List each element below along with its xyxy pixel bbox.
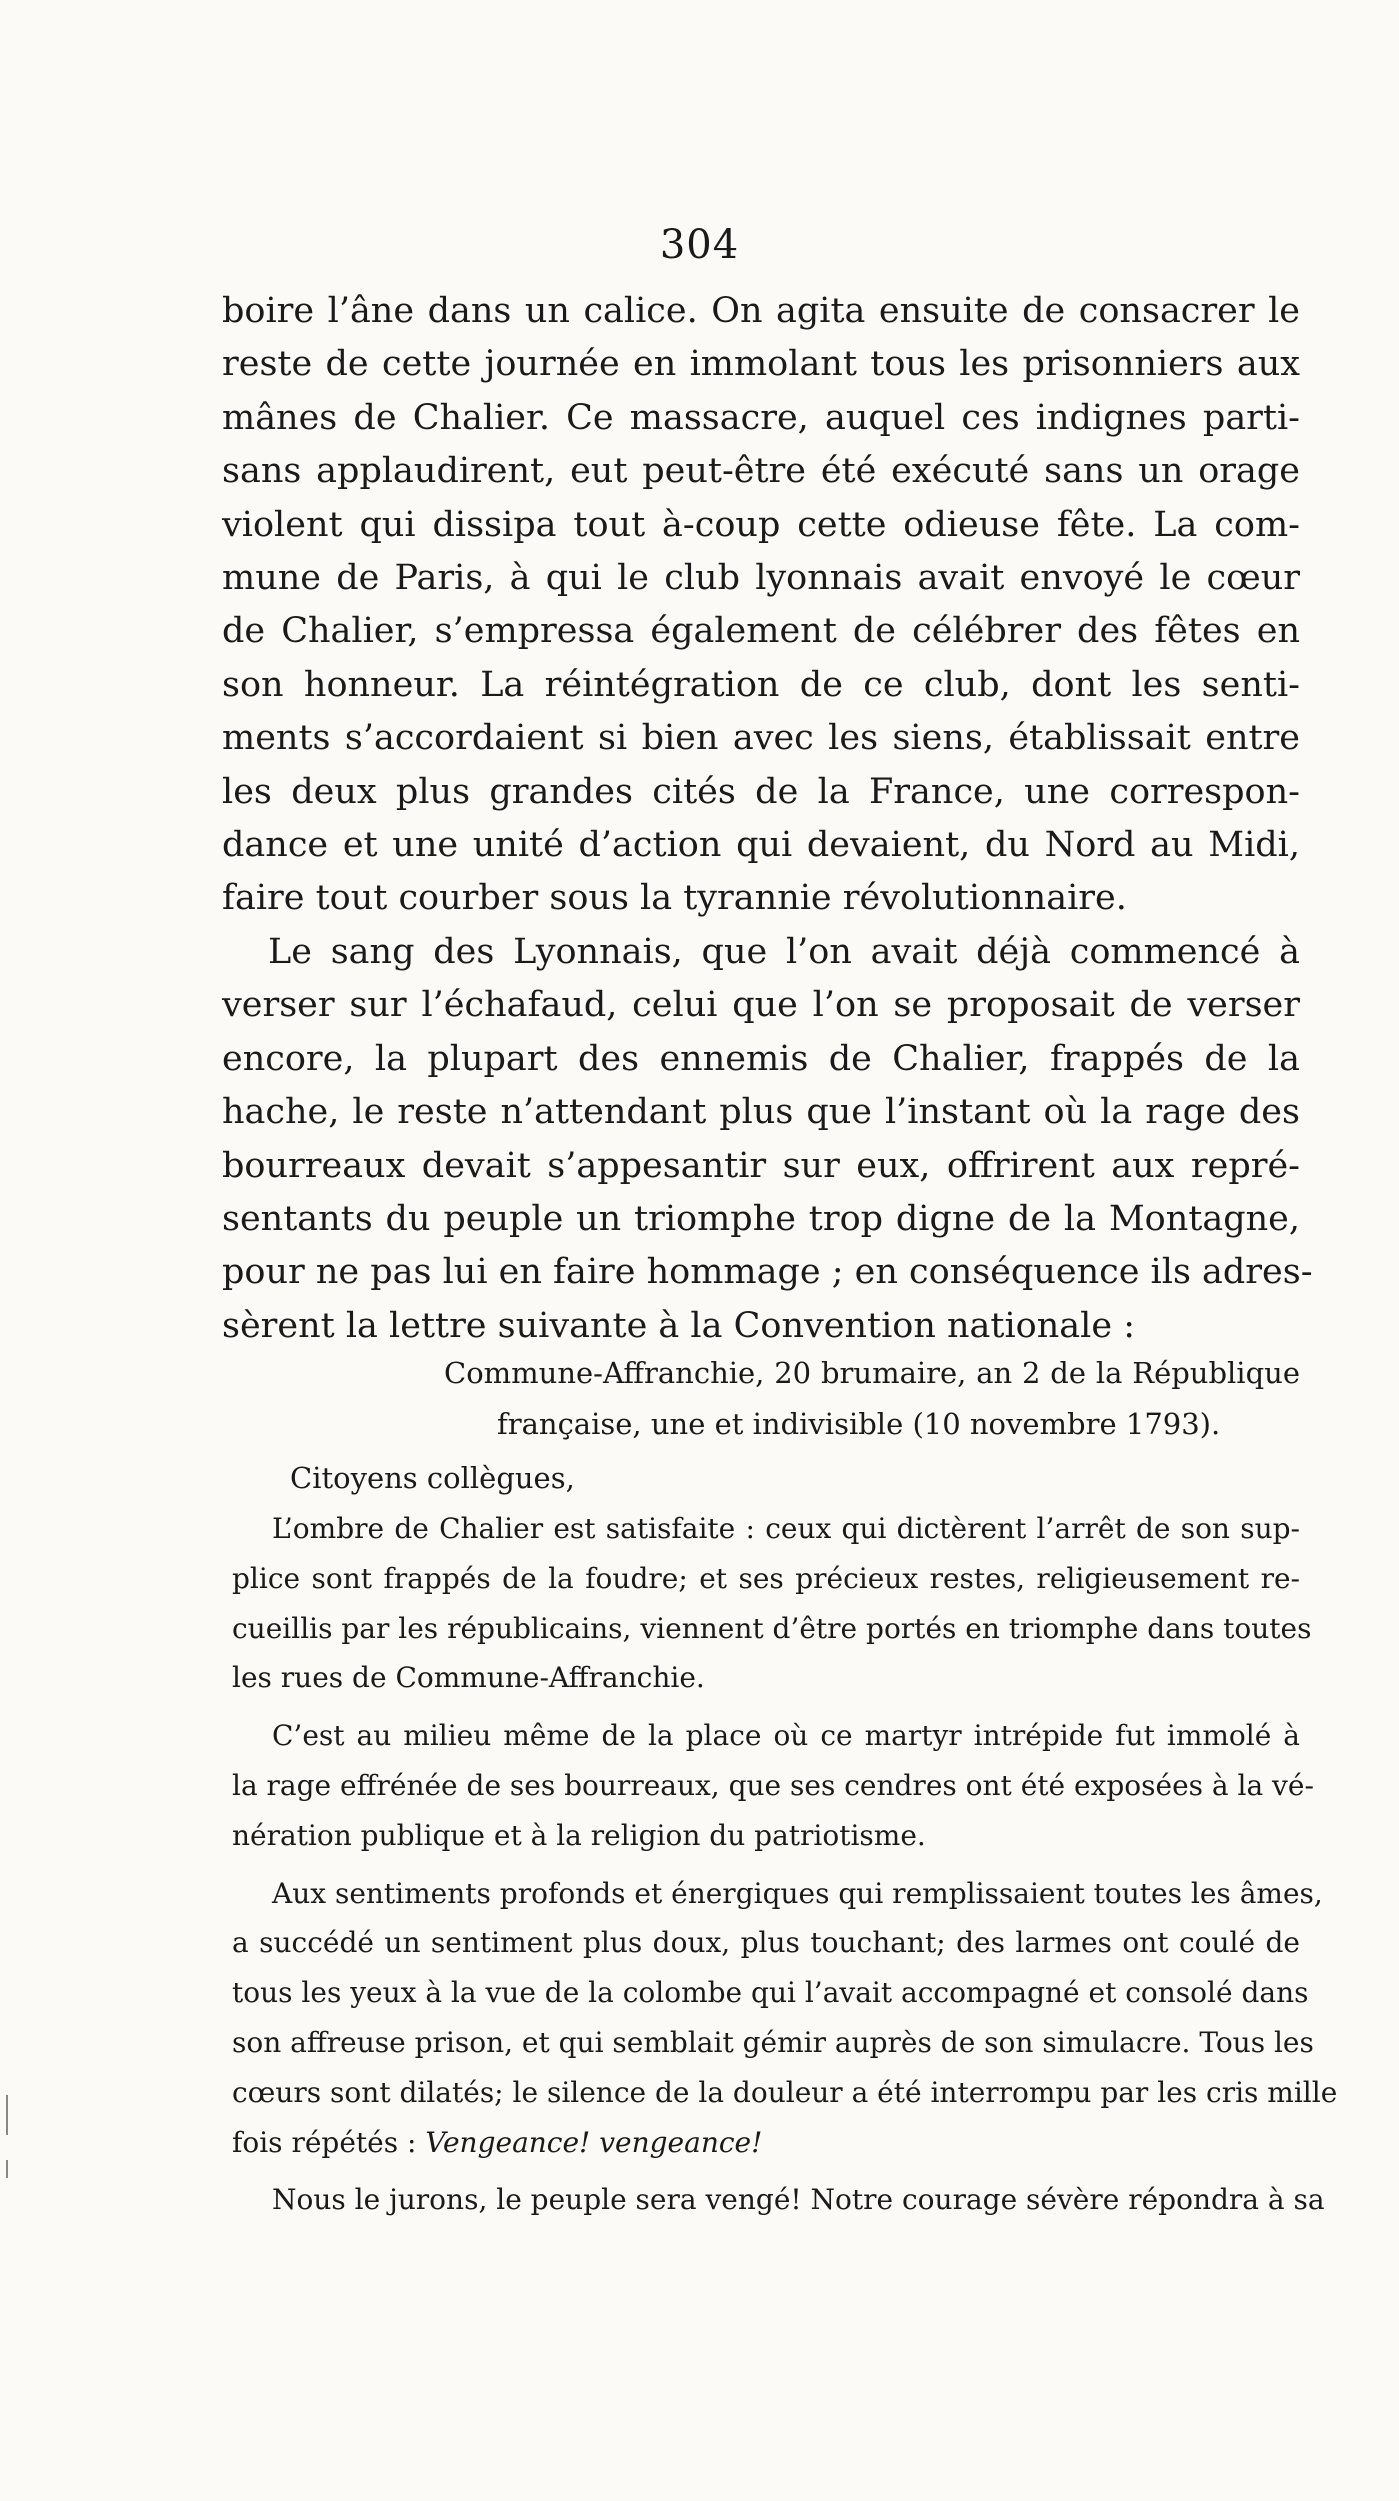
- text-line: sentants du peuple un triomphe trop digne de la Montagne,: [222, 1198, 1300, 1239]
- letter-paragraph: [232, 1504, 1312, 1703]
- paragraph: [222, 926, 1313, 1353]
- letter-line-prefix: fois répétés :: [232, 2125, 426, 2159]
- letter-line: cueillis par les républicains, viennent d’être portés en triomphe dans toutes: [232, 1611, 1312, 1645]
- main-text: [222, 285, 1313, 1353]
- text-line: de Chalier, s’empressa également de célébrer des fêtes en: [222, 611, 1300, 652]
- text-line: son honneur. La réintégration de ce club, dont les senti-: [222, 664, 1300, 705]
- text-line: Le sang des Lyonnais, que l’on avait déjà commencé à: [268, 931, 1300, 972]
- letter-line: les rues de Commune-Affranchie.: [232, 1661, 705, 1695]
- letter-line: C’est au milieu même de la place où ce martyr intrépide fut immolé à: [272, 1719, 1300, 1753]
- text-line: verser sur l’échafaud, celui que l’on se proposait de verser: [222, 985, 1300, 1026]
- letter-body: [232, 1504, 1338, 2225]
- letter-line: son affreuse prison, et qui semblait gémir auprès de son simulacre. Tous les: [232, 2025, 1314, 2059]
- dateline-line: Commune-Affranchie, 20 brumaire, an 2 de la République: [444, 1356, 1300, 1390]
- margin-mark: [6, 2095, 8, 2135]
- text-line: faire tout courber sous la tyrannie révolutionnaire.: [222, 878, 1127, 919]
- letter-line: Aux sentiments profonds et énergiques qui remplissaient toutes les âmes,: [272, 1876, 1323, 1910]
- text-line: les deux plus grandes cités de la France, une correspon-: [222, 771, 1300, 812]
- letter-line: Nous le jurons, le peuple sera vengé! Notre courage sévère répondra à sa: [272, 2183, 1325, 2217]
- text-line: dance et une unité d’action qui devaient, du Nord au Midi,: [222, 825, 1300, 866]
- letter-paragraph: [232, 1711, 1314, 1860]
- text-line: sans applaudirent, eut peut-être été exécuté sans un orage: [222, 451, 1300, 492]
- text-line: encore, la plupart des ennemis de Chalier, frappés de la: [222, 1038, 1300, 1079]
- margin-mark: [6, 2160, 8, 2178]
- letter-dateline: [222, 1348, 1300, 1450]
- emphasis-text: Vengeance! vengeance!: [425, 2125, 763, 2159]
- letter-line: L’ombre de Chalier est satisfaite : ceux qui dictèrent l’arrêt de son sup-: [272, 1512, 1300, 1545]
- letter-paragraph: [232, 1869, 1338, 2168]
- text-line: boire l’âne dans un calice. On agita ensuite de consacrer le: [222, 291, 1300, 331]
- letter-line: [232, 2118, 1300, 2168]
- text-line: hache, le reste n’attendant plus que l’instant où la rage des: [222, 1092, 1300, 1133]
- letter-line: tous les yeux à la vue de la colombe qui l’avait accompagné et consolé dans: [232, 1976, 1309, 2010]
- text-line: ments s’accordaient si bien avec les siens, établissait entre: [222, 718, 1300, 759]
- letter-line: nération publique et à la religion du patriotisme.: [232, 1818, 926, 1852]
- paragraph: [222, 285, 1300, 926]
- text-line: bourreaux devait s’appesantir sur eux, offrirent aux repré-: [222, 1145, 1300, 1186]
- text-line: pour ne pas lui en faire hommage ; en conséquence ils adres-: [222, 1252, 1313, 1293]
- text-line: sèrent la lettre suivante à la Convention nationale :: [222, 1305, 1135, 1346]
- letter-line: a succédé un sentiment plus doux, plus touchant; des larmes ont coulé de: [232, 1926, 1300, 1960]
- letter-line: plice sont frappés de la foudre; et ses précieux restes, religieusement re-: [232, 1561, 1300, 1595]
- text-line: violent qui dissipa tout à-coup cette odieuse fête. La com-: [222, 504, 1300, 545]
- letter-paragraph: [232, 2175, 1325, 2225]
- text-line: reste de cette journée en immolant tous les prisonniers aux: [222, 344, 1300, 385]
- letter-line: cœurs sont dilatés; le silence de la douleur a été interrompu par les cris mille: [232, 2075, 1338, 2109]
- text-line: mune de Paris, à qui le club lyonnais avait envoyé le cœur: [222, 558, 1300, 599]
- text-line: mânes de Chalier. Ce massacre, auquel ces indignes parti-: [222, 397, 1300, 438]
- dateline-line: française, une et indivisible (10 novembre 1793).: [497, 1407, 1221, 1441]
- letter-line: la rage effrénée de ses bourreaux, que ses cendres ont été exposées à la vé-: [232, 1768, 1314, 1802]
- letter-salutation: Citoyens collègues,: [290, 1461, 575, 1495]
- page-number: 304: [659, 222, 740, 268]
